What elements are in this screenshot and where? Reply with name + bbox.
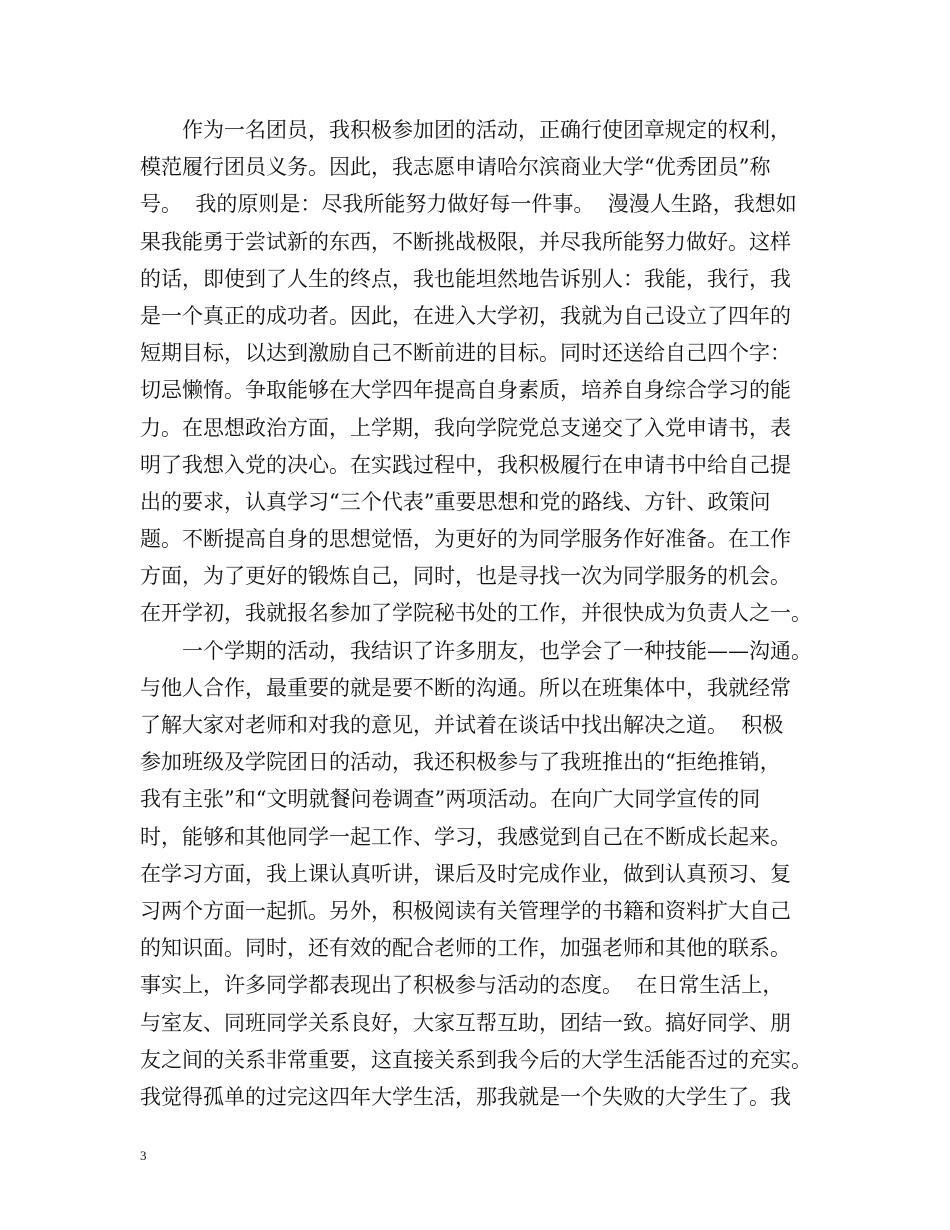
text-line: 力。在思想政治方面，上学期，我向学院党总支递交了入党申请书，表 <box>140 415 791 440</box>
text-line: 参加班级及学院团日的活动，我还积极参与了我班推出的“拒绝推销， <box>140 750 781 775</box>
text-line: 的话，即使到了人生的终点，我也能坦然地告诉别人：我能，我行，我 <box>140 266 791 291</box>
text-line: 在学习方面，我上课认真听讲，课后及时完成作业，做到认真预习、复 <box>140 861 791 886</box>
text-line: 一个学期的活动，我结识了许多朋友，也学会了一种技能——沟通。 <box>182 638 812 663</box>
text-line: 果我能勇于尝试新的东西，不断挑战极限，并尽我所能努力做好。这样 <box>140 229 791 254</box>
text-line: 作为一名团员，我积极参加团的活动，正确行使团章规定的权利， <box>182 118 791 142</box>
text-line: 明了我想入党的决心。在实践过程中，我积极履行在申请书中给自己提 <box>140 452 791 477</box>
text-line: 模范履行团员义务。因此，我志愿申请哈尔滨商业大学“优秀团员”称 <box>140 155 771 180</box>
text-line: 号。 我的原则是：尽我所能努力做好每一件事。 漫漫人生路，我想如 <box>140 192 797 217</box>
text-line: 我有主张”和“文明就餐问卷调查”两项活动。在向广大同学宣传的同 <box>140 787 761 812</box>
text-line: 与他人合作，最重要的就是要不断的沟通。所以在班集体中，我就经常 <box>140 675 791 700</box>
text-line: 短期目标，以达到激励自己不断前进的目标。同时还送给自己四个字： <box>140 341 791 366</box>
text-line: 出的要求，认真学习“三个代表”重要思想和党的路线、方针、政策问 <box>140 489 771 514</box>
text-line: 是一个真正的成功者。因此，在进入大学初，我就为自己设立了四年的 <box>140 303 791 328</box>
text-line: 在开学初，我就报名参加了学院秘书处的工作，并很快成为负责人之一。 <box>140 601 812 626</box>
text-line: 方面，为了更好的锻炼自己，同时，也是寻找一次为同学服务的机会。 <box>140 564 791 589</box>
text-line: 切忌懒惰。争取能够在大学四年提高自身素质，培养自身综合学习的能 <box>140 378 791 403</box>
text-line: 的知识面。同时，还有效的配合老师的工作，加强老师和其他的联系。 <box>140 936 791 961</box>
page-number: 3 <box>140 1148 147 1163</box>
text-line: 时，能够和其他同学一起工作、学习，我感觉到自己在不断成长起来。 <box>140 824 791 849</box>
text-line: 了解大家对老师和对我的意见，并试着在谈话中找出解决之道。 积极 <box>140 713 784 737</box>
text-line: 友之间的关系非常重要，这直接关系到我今后的大学生活能否过的充实。 <box>140 1047 812 1072</box>
body-text <box>140 112 820 1116</box>
text-line: 与室友、同班同学关系良好，大家互帮互助，团结一致。搞好同学、朋 <box>140 1010 791 1035</box>
text-line: 我觉得孤单的过完这四年大学生活，那我就是一个失败的大学生了。我 <box>140 1084 791 1109</box>
text-line: 习两个方面一起抓。另外，积极阅读有关管理学的书籍和资料扩大自己 <box>140 898 791 923</box>
text-line: 事实上，许多同学都表现出了积极参与活动的态度。 在日常生活上， <box>140 973 784 998</box>
text-line: 题。不断提高自身的思想觉悟，为更好的为同学服务作好准备。在工作 <box>140 527 791 552</box>
